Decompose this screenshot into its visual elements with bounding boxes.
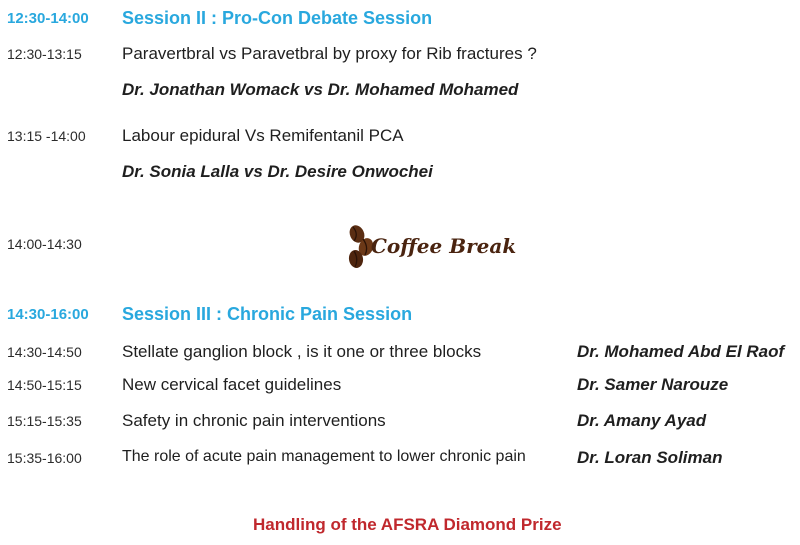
session3-title: Session III : Chronic Pain Session (122, 304, 413, 324)
session3-item2-topic: New cervical facet guidelines (122, 375, 342, 394)
session2-item2-time: 13:15 -14:00 (7, 128, 86, 144)
session3-item2-time: 14:50-15:15 (7, 377, 82, 393)
session3-item1-time: 14:30-14:50 (7, 344, 82, 360)
session3-item2-speaker: Dr. Samer Narouze (577, 375, 729, 394)
coffee-break (347, 222, 517, 272)
session3-item3-topic: Safety in chronic pain interventions (122, 411, 386, 430)
session3-item3-time: 15:15-15:35 (7, 413, 82, 429)
session2-item2-topic: Labour epidural Vs Remifentanil PCA (122, 126, 404, 145)
session2-item1-speakers: Dr. Jonathan Womack vs Dr. Mohamed Mohamed (122, 80, 519, 99)
session3-item4-speaker: Dr. Loran Soliman (577, 448, 723, 467)
session2-item1-topic: Paravertbral vs Paravetbral by proxy for Rib fractures ? (122, 44, 537, 63)
session2-item2-speakers: Dr. Sonia Lalla vs Dr. Desire Onwochei (122, 162, 433, 181)
session2-item1-time: 12:30-13:15 (7, 46, 82, 62)
session3-time: 14:30-16:00 (7, 306, 89, 323)
prize-title: Handling of the AFSRA Diamond Prize (253, 515, 562, 534)
session3-item4-time: 15:35-16:00 (7, 450, 82, 466)
session2-title: Session II : Pro-Con Debate Session (122, 8, 433, 28)
coffee-break-label: Coffee Break (371, 234, 517, 258)
session2-time: 12:30-14:00 (7, 10, 89, 27)
session3-item3-speaker: Dr. Amany Ayad (577, 411, 707, 430)
session3-item1-topic: Stellate ganglion block , is it one or three blocks (122, 342, 482, 361)
coffee-time: 14:00-14:30 (7, 236, 82, 252)
session3-item4-topic: The role of acute pain management to lower chronic pain (122, 448, 526, 465)
session3-item1-speaker: Dr. Mohamed Abd El Raof (577, 342, 785, 361)
